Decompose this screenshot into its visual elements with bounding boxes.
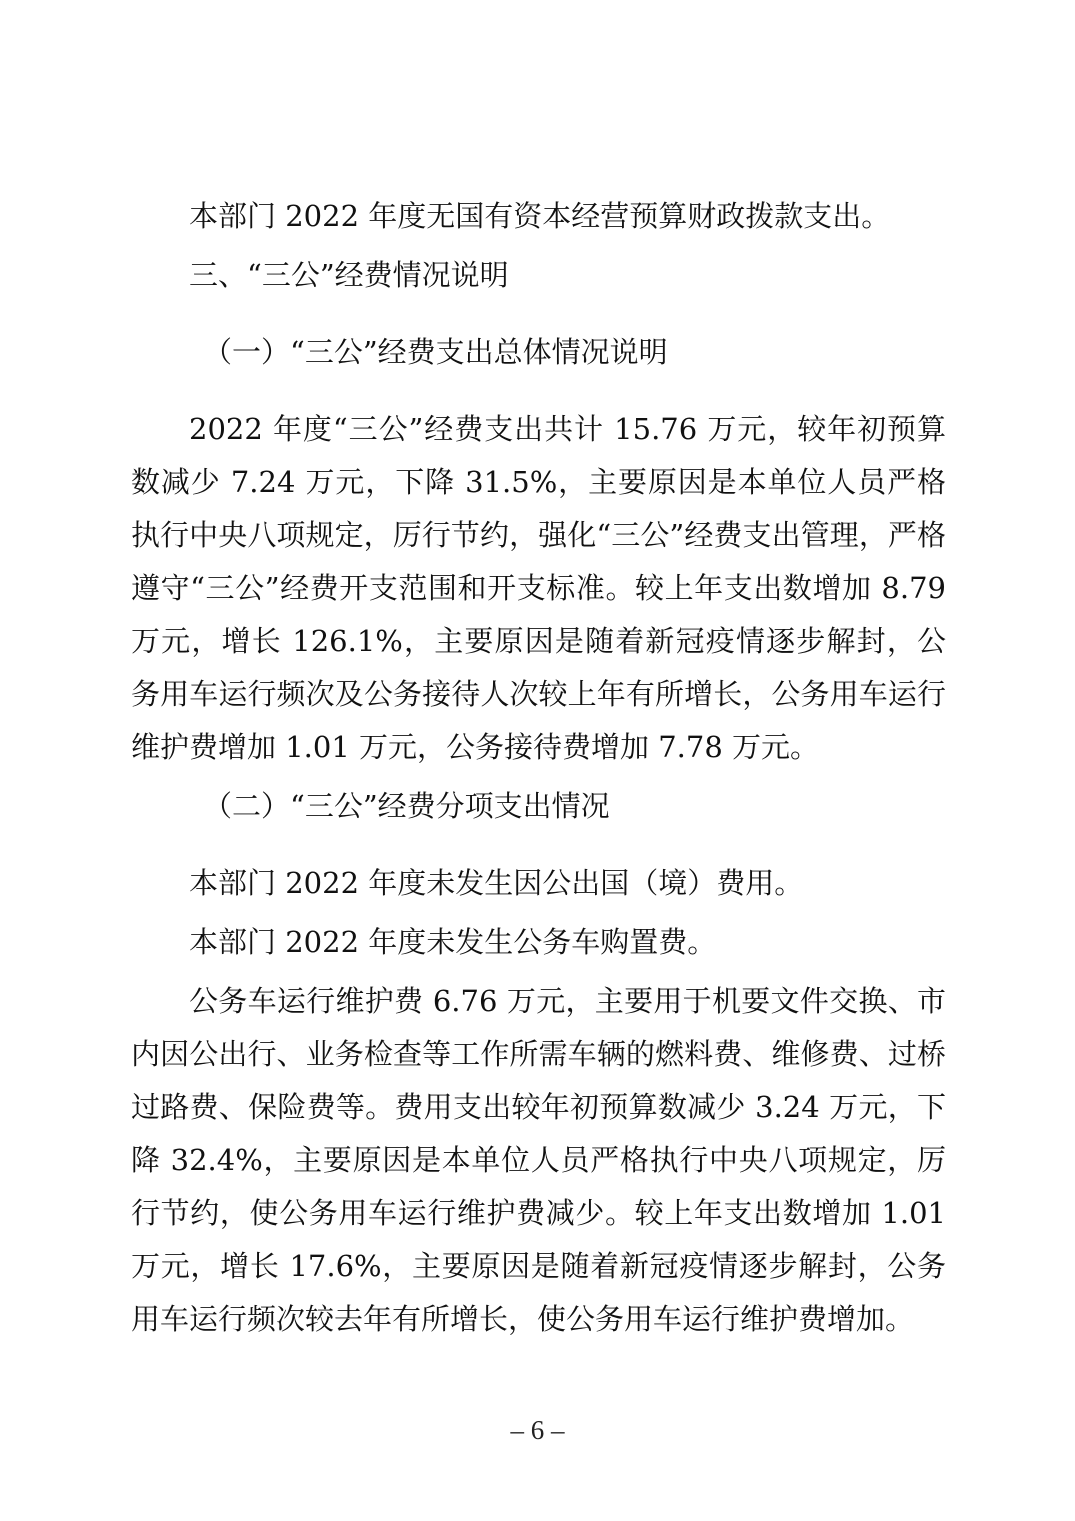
subsection-heading-itemized: （二）“三公”经费分项支出情况 <box>203 789 610 823</box>
subsection-heading-overall: （一）“三公”经费支出总体情况说明 <box>203 335 668 369</box>
paragraph-vehicle-purchase: 本部门 2022 年度未发生公务车购置费。 <box>189 925 717 959</box>
paragraph-state-capital-budget: 本部门 2022 年度无国有资本经营预算财政拨款支出。 <box>189 199 891 233</box>
paragraph-overall-expenses: 2022 年度“三公”经费支出共计 15.76 万元，较年初预算数减少 7.24 万元，下降 31.5%，主要原因是本单位人员严格执行中央八项规定，厉行节约，强化“三公”经费支出管理，严格遵守“三公”经费开支范围和开支标准。较上年支出数增加 8.79 万元，增长 126.1%，主要原因是随着新冠疫情逐步解封，公务用车运行频次及公务接待人次较上年有所增长，公务用车运行维护费增加 1.01 万元，公务接待费增加 7.78 万元。 <box>131 412 946 764</box>
document-body <box>131 190 946 1346</box>
paragraph-vehicle-maintenance: 公务车运行维护费 6.76 万元，主要用于机要文件交换、市内因公出行、业务检查等工作所需车辆的燃料费、维修费、过桥过路费、保险费等。费用支出较年初预算数减少 3.24 万元，下降 32.4%，主要原因是本单位人员严格执行中央八项规定，厉行节约，使公务用车运行维护费减少。较上年支出数增加 1.01 万元，增长 17.6%，主要原因是随着新冠疫情逐步解封，公务用车运行频次较去年有所增长，使公务用车运行维护费增加。 <box>131 984 946 1336</box>
page-number: – 6 – <box>510 1415 565 1445</box>
paragraph-overseas-travel: 本部门 2022 年度未发生因公出国（境）费用。 <box>189 866 804 900</box>
section-heading-three-public-expenses: 三、“三公”经费情况说明 <box>189 258 509 292</box>
